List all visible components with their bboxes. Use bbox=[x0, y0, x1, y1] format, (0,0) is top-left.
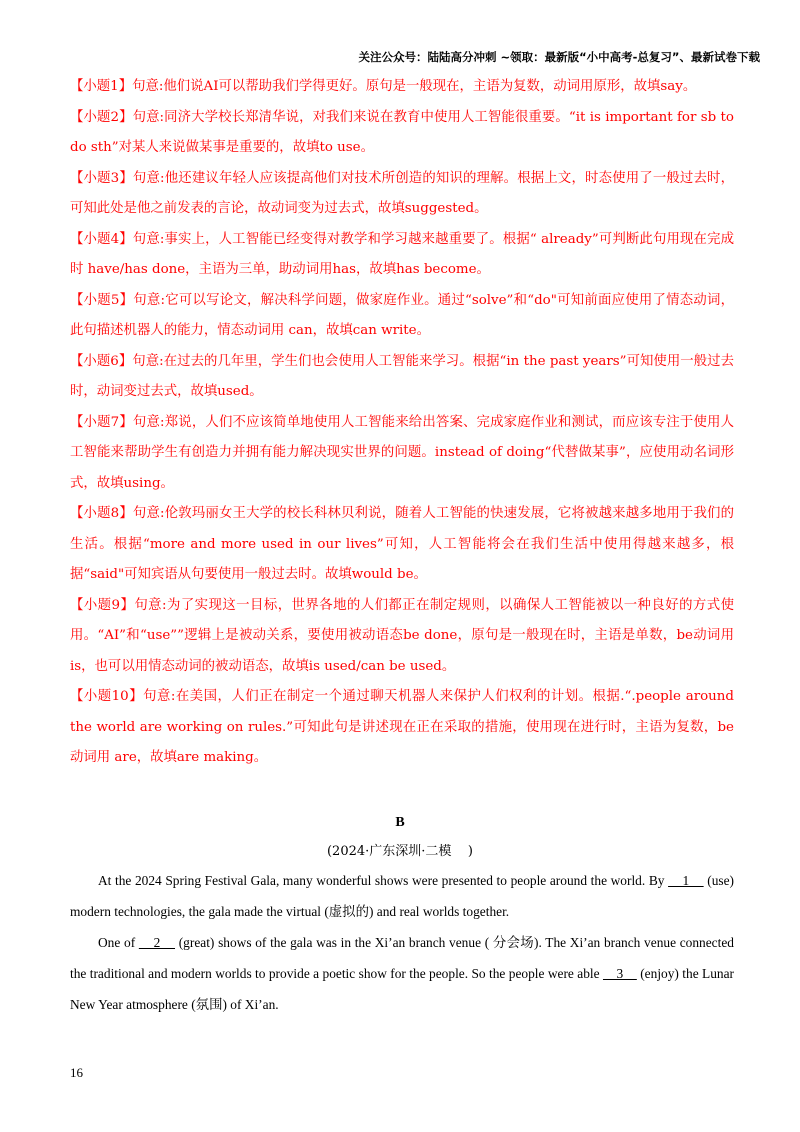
answer-item: 【小题5】句意:它可以写论文，解决科学问题，做家庭作业。通过“solve”和“do"可知前面应使用了情态动词，此句描述机器人的能力，情态动词用 can，故填can write。 bbox=[70, 292, 734, 338]
answer-item: 【小题1】句意:他们说AI可以帮助我们学得更好。原句是一般现在，主语为复数，动词用原形，故填say。 bbox=[70, 79, 697, 94]
reading-passage bbox=[70, 865, 734, 1020]
passage-paragraph bbox=[70, 865, 734, 927]
answer-item: 【小题6】句意:在过去的几年里，学生们也会使用人工智能来学习。根据“in the past years”可知使用一般过去时，动词变过去式，故填used。 bbox=[70, 353, 734, 399]
page-number: 16 bbox=[70, 1065, 83, 1080]
answer-item: 【小题2】句意:同济大学校长郑清华说，对我们来说在教育中使用人工智能很重要。“it is important for sb to do sth”对某人来说做某事是重要的，故填to use。 bbox=[70, 109, 734, 155]
passage-text: At the 2024 Spring Festival Gala, many wonderful shows were presented to people around the world. By bbox=[98, 873, 669, 888]
blank-2: 2 bbox=[138, 935, 176, 950]
source-note: (2024·广东深圳·二模 ) bbox=[326, 844, 474, 859]
answer-item: 【小题10】句意:在美国，人们正在制定一个通过聊天机器人来保护人们权利的计划。根据.“.people around the world are working on rules.”可知此句是讲述现在正在采取的措施，使用现在进行时，主语为复数，be动词用 are，故填are making。 bbox=[70, 689, 734, 765]
blank-1: 1 bbox=[668, 873, 704, 888]
passage-text: One of bbox=[98, 935, 139, 950]
passage-paragraph bbox=[70, 927, 734, 1020]
answer-item: 【小题7】句意:郑说，人们不应该简单地使用人工智能来给出答案、完成家庭作业和测试，而应该专注于使用人工智能来帮助学生有创造力并拥有能力解决现实世界的问题。instead of doing“代替做某事”，应使用动名词形式，故填using。 bbox=[70, 414, 734, 491]
passage-text: (great) shows of the gala was in the Xi’an branch venue ( 分会场). The Xi’an branch venue connected the traditional and modern worlds to provide a poetic show for the people. So the people were able bbox=[70, 935, 734, 981]
section-title: B bbox=[395, 815, 405, 830]
answer-explanations bbox=[70, 72, 734, 774]
passage-text: (use) modern technologies, the gala made the virtual (虚拟的) and real worlds together. bbox=[70, 873, 735, 919]
blank-3: 3 bbox=[602, 966, 637, 981]
passage-text: (enjoy) the Lunar New Year atmosphere (氛围) of Xi’an. bbox=[70, 966, 735, 1012]
answer-item: 【小题3】句意:他还建议年轻人应该提高他们对技术所创造的知识的理解。根据上文，时态使用了一般过去时，可知此处是他之前发表的言论，故动词变为过去式，故填suggested。 bbox=[70, 170, 734, 216]
answer-item: 【小题9】句意:为了实现这一目标，世界各地的人们都正在制定规则，以确保人工智能被以一种良好的方式使用。“AI”和“use””逻辑上是被动关系，要使用被动语态be done，原句是一般现在时，主语是单数，be动词用is，也可以用情态动词的被动语态，故填is used/can be used。 bbox=[70, 597, 734, 674]
page-header: 关注公众号：陆陆高分冲刺 ~领取：最新版“小中高考-总复习”、最新试卷下载 bbox=[358, 50, 760, 64]
answer-item: 【小题4】句意:事实上，人工智能已经变得对教学和学习越来越重要了。根据“ already”可判断此句用现在完成时 have/has done，主语为三单，助动词用has，故填has become。 bbox=[70, 231, 734, 277]
answer-item: 【小题8】句意:伦敦玛丽女王大学的校长科林贝利说，随着人工智能的快速发展，它将被越来越多地用于我们的生活。根据“more and more used in our lives”可知，人工智能将会在我们生活中使用得越来越多，根据“said"可知宾语从句要使用一般过去时。故填would be。 bbox=[70, 506, 734, 582]
